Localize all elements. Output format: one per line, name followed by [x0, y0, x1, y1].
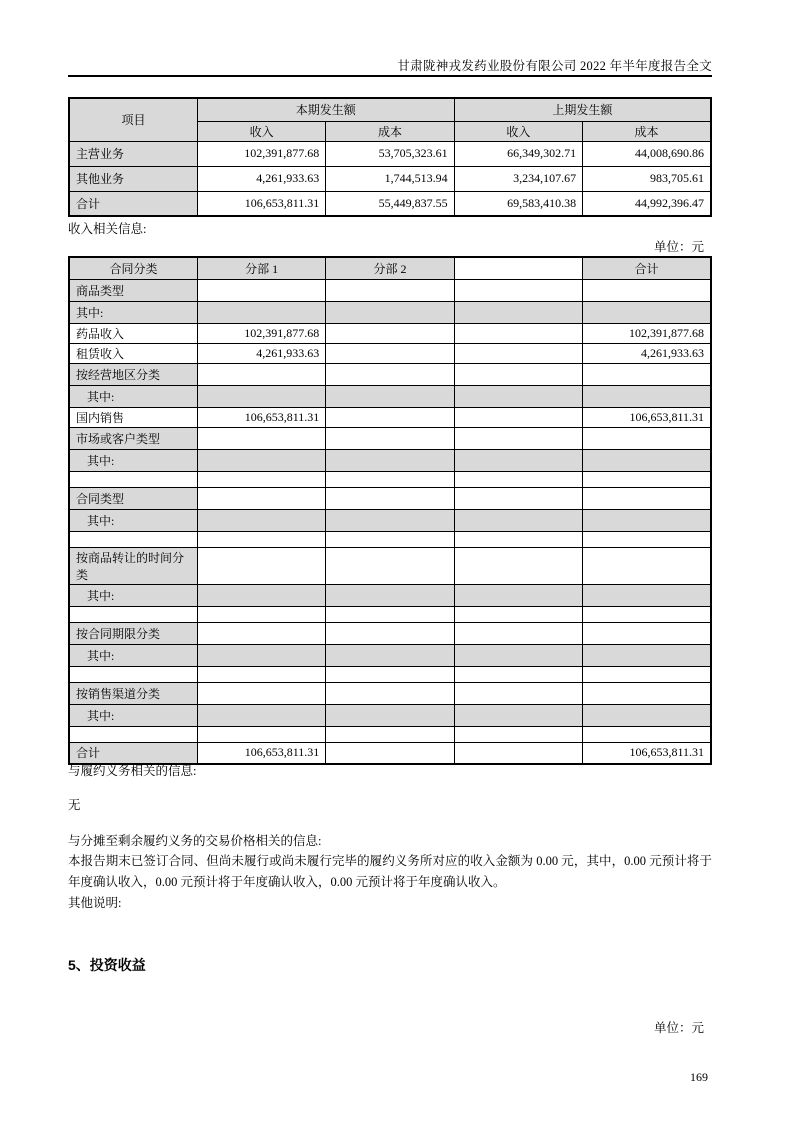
col-header-total: 合计 — [583, 257, 711, 279]
value-cell — [326, 279, 454, 301]
value-cell — [197, 509, 325, 531]
value-cell — [454, 726, 582, 742]
value-cell — [454, 644, 582, 666]
value-cell — [583, 509, 711, 531]
col-header-contract-class: 合同分类 — [69, 257, 197, 279]
row-label-cell — [69, 531, 197, 547]
value-cell: 4,261,933.63 — [197, 343, 325, 363]
value-cell — [583, 584, 711, 606]
value-cell — [197, 622, 325, 644]
value-cell: 106,653,811.31 — [197, 742, 325, 764]
table-row — [69, 323, 711, 343]
row-label-cell: 其他业务 — [69, 166, 197, 191]
table-row — [69, 141, 711, 166]
value-cell — [326, 531, 454, 547]
value-cell: 44,008,690.86 — [583, 141, 711, 166]
value-cell — [326, 509, 454, 531]
value-cell — [197, 363, 325, 385]
value-cell: 69,583,410.38 — [454, 191, 582, 216]
value-cell — [583, 427, 711, 449]
value-cell — [583, 531, 711, 547]
unit-label-2: 单位：元 — [653, 1021, 704, 1035]
value-cell — [454, 323, 582, 343]
row-label-cell — [69, 726, 197, 742]
table-row — [69, 487, 711, 509]
value-cell — [197, 547, 325, 584]
value-cell — [326, 385, 454, 407]
table-row — [69, 606, 711, 622]
table-row — [69, 682, 711, 704]
value-cell — [197, 427, 325, 449]
value-cell — [454, 487, 582, 509]
value-cell — [454, 427, 582, 449]
row-label-cell: 租赁收入 — [69, 343, 197, 363]
value-cell — [454, 449, 582, 471]
allocation-info-label: 与分摊至剩余履约义务的交易价格相关的信息: — [68, 834, 322, 848]
value-cell — [583, 385, 711, 407]
value-cell — [197, 704, 325, 726]
value-cell — [454, 742, 582, 764]
value-cell — [197, 666, 325, 682]
row-label-cell: 商品类型 — [69, 279, 197, 301]
value-cell: 983,705.61 — [583, 166, 711, 191]
value-cell — [326, 301, 454, 323]
value-cell: 4,261,933.63 — [583, 343, 711, 363]
row-label-cell — [69, 666, 197, 682]
value-cell — [326, 704, 454, 726]
section-heading-investment-income: 5、投资收益 — [68, 957, 146, 973]
col-header-income-prior: 收入 — [454, 121, 582, 141]
value-cell — [454, 509, 582, 531]
value-cell — [454, 385, 582, 407]
value-cell — [326, 682, 454, 704]
row-label-cell — [69, 471, 197, 487]
col-header-segment-2: 分部 2 — [326, 257, 454, 279]
table-row — [69, 449, 711, 471]
row-label-cell: 其中: — [69, 449, 197, 471]
row-label-cell: 按商品转让的时间分类 — [69, 547, 197, 584]
row-label-cell: 合计 — [69, 191, 197, 216]
value-cell — [583, 547, 711, 584]
value-cell — [326, 584, 454, 606]
value-cell: 106,653,811.31 — [197, 407, 325, 427]
value-cell — [197, 606, 325, 622]
value-cell: 102,391,877.68 — [197, 323, 325, 343]
table-row — [69, 704, 711, 726]
value-cell: 106,653,811.31 — [583, 407, 711, 427]
value-cell — [454, 622, 582, 644]
value-cell — [197, 726, 325, 742]
value-cell — [197, 471, 325, 487]
value-cell: 66,349,302.71 — [454, 141, 582, 166]
value-cell — [326, 427, 454, 449]
value-cell: 102,391,877.68 — [583, 323, 711, 343]
table-row — [69, 471, 711, 487]
row-label-cell: 按合同期限分类 — [69, 622, 197, 644]
table-row — [69, 301, 711, 323]
value-cell — [197, 449, 325, 471]
table-row — [69, 279, 711, 301]
col-header-prior-period: 上期发生额 — [454, 98, 711, 121]
value-cell — [326, 606, 454, 622]
row-label-cell: 其中: — [69, 644, 197, 666]
unit-label-1: 单位：元 — [653, 240, 704, 254]
row-label-cell: 其中: — [69, 385, 197, 407]
col-header-current-period: 本期发生额 — [197, 98, 454, 121]
table-row — [69, 644, 711, 666]
value-cell — [454, 531, 582, 547]
value-cell — [454, 363, 582, 385]
value-cell — [326, 363, 454, 385]
value-cell — [454, 666, 582, 682]
value-cell — [583, 301, 711, 323]
value-cell — [454, 471, 582, 487]
value-cell: 1,744,513.94 — [326, 166, 454, 191]
value-cell — [197, 487, 325, 509]
table-row — [69, 191, 711, 216]
value-cell: 106,653,811.31 — [197, 191, 325, 216]
table-row — [69, 622, 711, 644]
table-row — [69, 343, 711, 363]
value-cell — [583, 606, 711, 622]
revenue-breakdown-table — [68, 256, 712, 765]
row-label-cell: 按经营地区分类 — [69, 363, 197, 385]
value-cell — [326, 726, 454, 742]
table-row — [69, 385, 711, 407]
row-label-cell: 市场或客户类型 — [69, 427, 197, 449]
value-cell — [583, 471, 711, 487]
value-cell: 102,391,877.68 — [197, 141, 325, 166]
revenue-breakdown-header — [69, 257, 711, 279]
value-cell — [326, 449, 454, 471]
row-label-cell: 药品收入 — [69, 323, 197, 343]
income-cost-table-body — [69, 141, 711, 216]
value-cell — [583, 682, 711, 704]
value-cell — [583, 704, 711, 726]
table-row — [69, 666, 711, 682]
value-cell — [454, 606, 582, 622]
col-header-cost-current: 成本 — [326, 121, 454, 141]
page-content — [68, 0, 712, 1122]
revenue-info-label: 收入相关信息: — [68, 222, 147, 236]
value-cell — [326, 666, 454, 682]
value-cell: 55,449,837.55 — [326, 191, 454, 216]
table-header-row — [69, 257, 711, 279]
income-cost-table-header — [69, 98, 711, 141]
col-header-segment-1: 分部 1 — [197, 257, 325, 279]
value-cell — [197, 531, 325, 547]
value-cell — [326, 742, 454, 764]
none-text: 无 — [68, 798, 81, 812]
value-cell — [197, 385, 325, 407]
value-cell — [326, 471, 454, 487]
value-cell — [583, 487, 711, 509]
col-header-cost-prior: 成本 — [583, 121, 711, 141]
row-label-cell: 其中: — [69, 509, 197, 531]
value-cell — [197, 301, 325, 323]
value-cell: 106,653,811.31 — [583, 742, 711, 764]
value-cell: 53,705,323.61 — [326, 141, 454, 166]
income-cost-table — [68, 97, 712, 217]
remaining-obligation-paragraph: 本报告期末已签订合同、但尚未履行或尚未履行完毕的履约义务所对应的收入金额为 0.00 元，其中，0.00 元预计将于年度确认收入，0.00 元预计将于年度确认收入，0.00 元预计将于年度确认收入。 — [68, 854, 712, 889]
value-cell — [197, 279, 325, 301]
value-cell — [326, 407, 454, 427]
value-cell — [583, 279, 711, 301]
row-label-cell: 国内销售 — [69, 407, 197, 427]
value-cell — [583, 449, 711, 471]
table-row — [69, 363, 711, 385]
value-cell: 44,992,396.47 — [583, 191, 711, 216]
table-row — [69, 509, 711, 531]
value-cell — [454, 682, 582, 704]
value-cell — [583, 726, 711, 742]
value-cell: 4,261,933.63 — [197, 166, 325, 191]
table-row — [69, 427, 711, 449]
row-label-cell: 其中: — [69, 704, 197, 726]
col-header-blank — [454, 257, 582, 279]
other-notes-label: 其他说明: — [68, 896, 122, 910]
value-cell — [454, 584, 582, 606]
value-cell — [583, 666, 711, 682]
table-row — [69, 531, 711, 547]
value-cell — [197, 584, 325, 606]
table-row — [69, 407, 711, 427]
table-row — [69, 726, 711, 742]
value-cell — [454, 407, 582, 427]
row-label-cell — [69, 606, 197, 622]
row-label-cell: 其中: — [69, 301, 197, 323]
value-cell — [326, 644, 454, 666]
row-label-cell: 合计 — [69, 742, 197, 764]
table-row — [69, 584, 711, 606]
row-label-cell: 主营业务 — [69, 141, 197, 166]
header-divider-rule — [68, 75, 712, 77]
value-cell — [197, 682, 325, 704]
value-cell — [197, 644, 325, 666]
page-number: 169 — [690, 1070, 708, 1084]
value-cell — [583, 363, 711, 385]
value-cell — [583, 644, 711, 666]
col-header-income-current: 收入 — [197, 121, 325, 141]
value-cell — [326, 487, 454, 509]
value-cell — [454, 704, 582, 726]
value-cell — [454, 279, 582, 301]
value-cell — [326, 622, 454, 644]
value-cell — [454, 343, 582, 363]
value-cell — [326, 323, 454, 343]
value-cell — [454, 301, 582, 323]
value-cell — [454, 547, 582, 584]
value-cell: 3,234,107.67 — [454, 166, 582, 191]
row-label-cell: 按销售渠道分类 — [69, 682, 197, 704]
table-row — [69, 547, 711, 584]
document-header-title: 甘肃陇神戎发药业股份有限公司 2022 年半年度报告全文 — [397, 59, 712, 73]
value-cell — [326, 343, 454, 363]
row-label-cell: 合同类型 — [69, 487, 197, 509]
revenue-breakdown-body — [69, 279, 711, 764]
col-header-item: 项目 — [69, 98, 197, 141]
value-cell — [326, 547, 454, 584]
obligation-info-label: 与履约义务相关的信息: — [68, 764, 197, 778]
table-header-row — [69, 98, 711, 121]
row-label-cell: 其中: — [69, 584, 197, 606]
value-cell — [583, 622, 711, 644]
table-row — [69, 166, 711, 191]
